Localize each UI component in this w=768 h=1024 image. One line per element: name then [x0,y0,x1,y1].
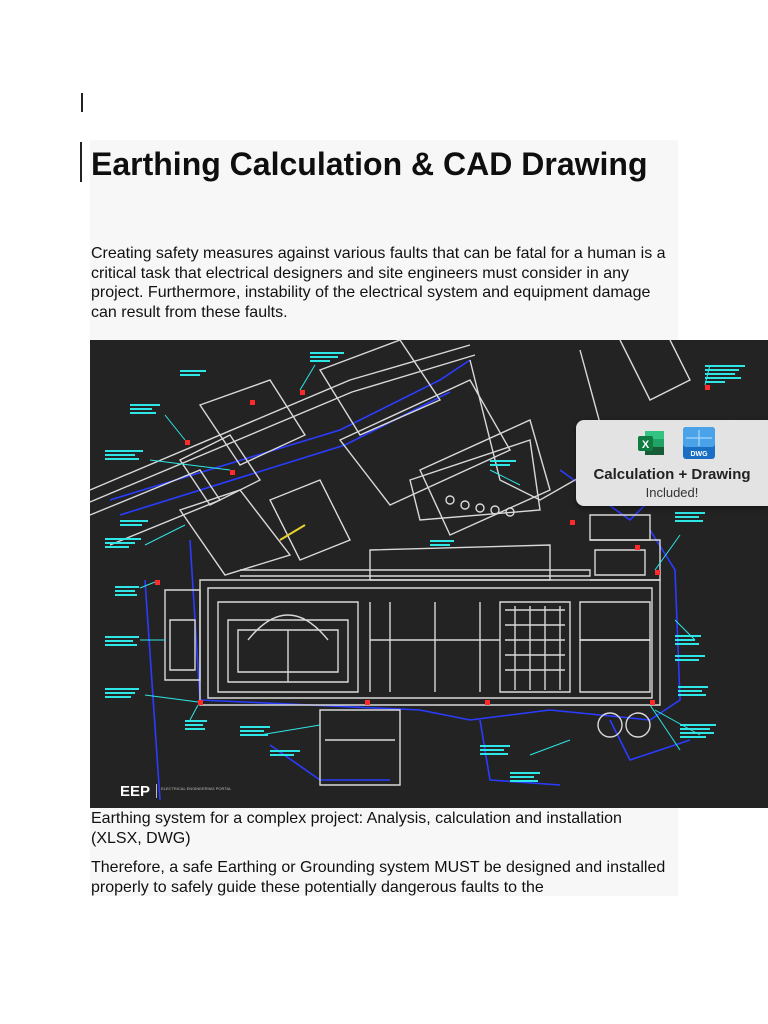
text-cursor [81,93,83,112]
dwg-file-icon [682,426,716,460]
included-files-badge [576,420,768,506]
logo-caption: ELECTRICAL ENGINEERING PORTAL [161,786,232,791]
badge-title: Calculation + Drawing [593,466,751,483]
figure-caption: Earthing system for a complex project: Analysis, calculation and installation (XLSX, DWG) [91,810,622,847]
intro-paragraph: Creating safety measures against various faults that can be fatal for a human is a critical task that electrical designers and site engineers must consider in any project. Furthermore, instability of the electrical system and equipment damage can result from these faults. [91,245,666,321]
cad-drawing-figure [90,340,768,808]
svg-text:DWG: DWG [690,451,708,458]
badge-subtitle: Included! [645,485,699,500]
text-cursor [80,142,82,182]
svg-text:X: X [641,439,650,451]
logo-text: EEP [120,783,151,800]
body-paragraph: Therefore, a safe Earthing or Grounding system MUST be designed and installed properly to safely guide these potentially dangerous faults to the [91,859,666,896]
cad-drawing [90,340,768,808]
eep-logo [120,781,232,801]
page-title: Earthing Calculation & CAD Drawing [91,146,648,182]
excel-icon [636,428,666,458]
